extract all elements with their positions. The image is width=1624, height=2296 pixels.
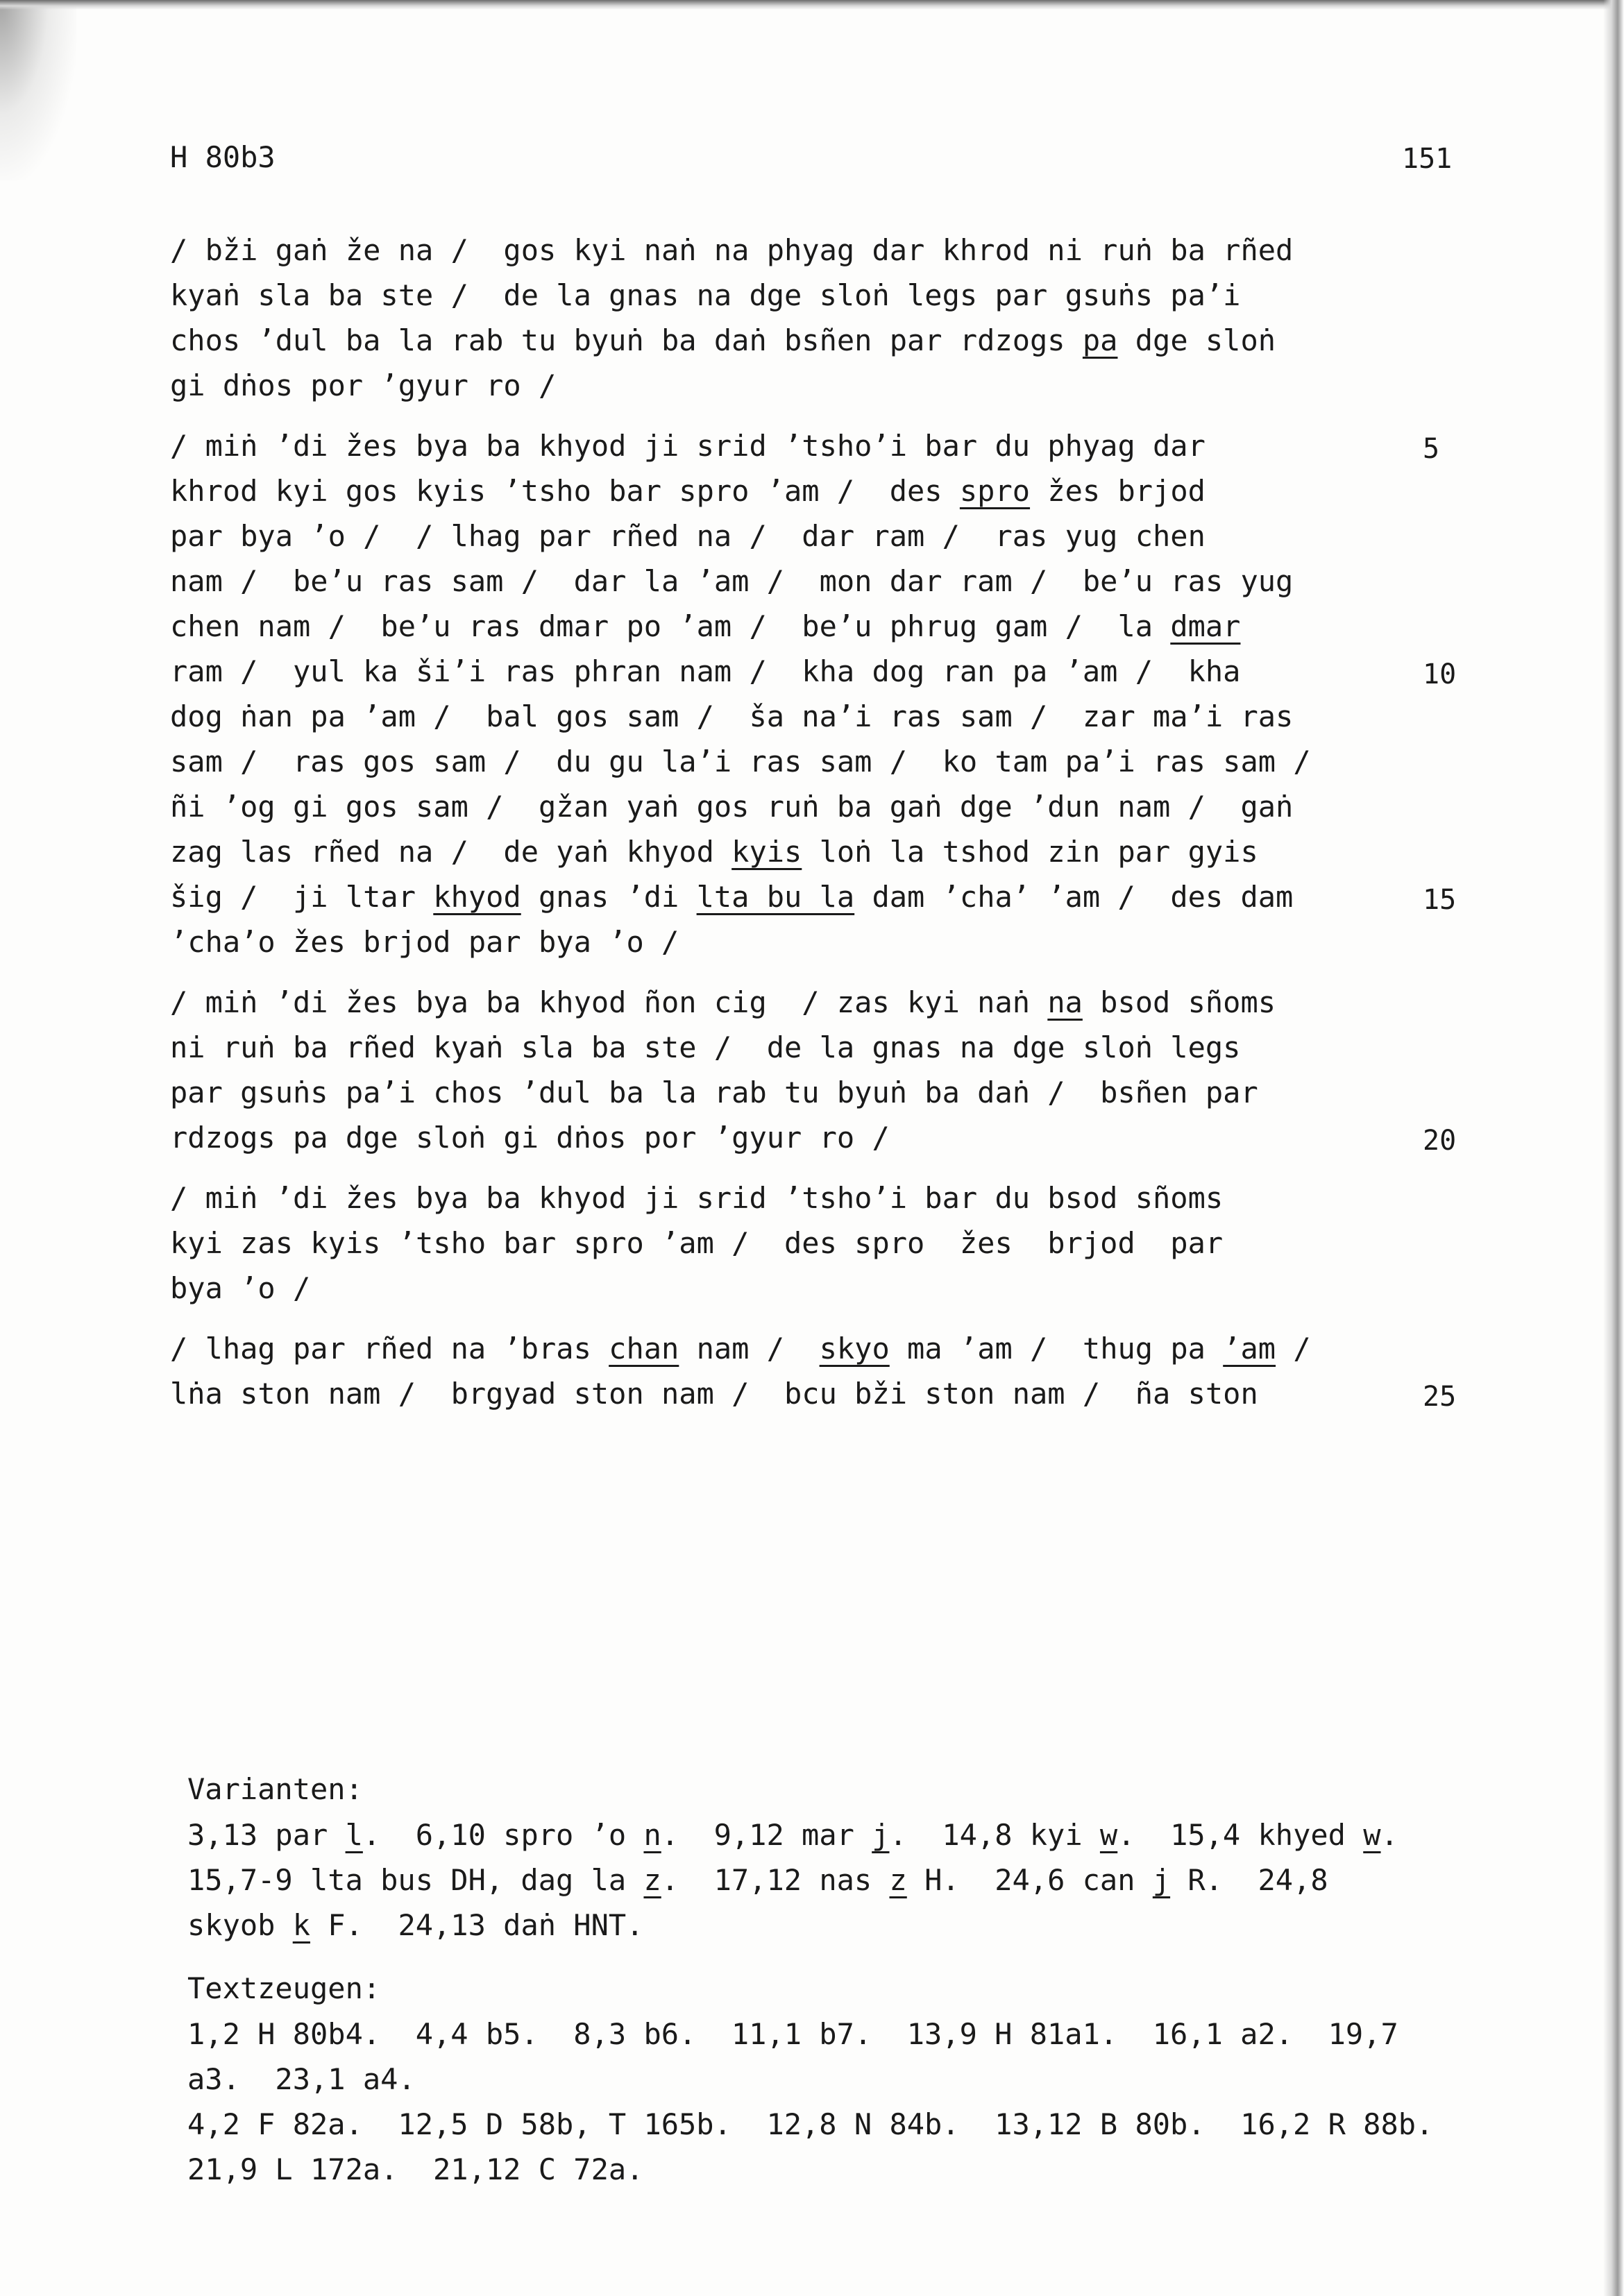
underlined-word: lta bu la (696, 880, 855, 914)
text-segment: 15,7-9 lta bus DH, dag la (187, 1863, 644, 1897)
varianten-heading: Varianten: (187, 1772, 363, 1806)
text-line (170, 368, 557, 402)
text-segment: . 9,12 mar (661, 1818, 872, 1852)
text-segment: chos ’dul ba la rab tu byuṅ ba daṅ bsñen par rdzogs (170, 323, 1083, 357)
text-segment: loṅ la tshod zin par gyis (802, 835, 1258, 869)
text-segment: par gsuṅs pa’i chos ’dul ba la rab tu byuṅ ba daṅ / bsñen par (170, 1075, 1258, 1109)
text-segment: zag las rñed na / de yaṅ khyod (170, 835, 732, 869)
text-segment: nam / (679, 1332, 820, 1366)
underlined-word: z (643, 1863, 661, 1897)
underlined-word: k (292, 1908, 311, 1942)
underlined-word: skyo (819, 1332, 890, 1366)
text-segment: . 15,4 khyed (1117, 1818, 1364, 1852)
text-segment: ni ruṅ ba rñed kyaṅ sla ba ste / de la gnas na dge sloṅ legs (170, 1030, 1241, 1064)
text-line (170, 1271, 311, 1305)
underlined-word: w (1363, 1818, 1381, 1852)
text-segment: . 17,12 nas (661, 1863, 890, 1897)
underlined-word: spro (959, 474, 1031, 508)
line-number: 20 (1423, 1125, 1457, 1157)
text-segment: khrod kyi gos kyis ’tsho bar spro ’am / des (170, 474, 960, 508)
text-segment: F. 24,13 daṅ HNT. (310, 1908, 644, 1942)
text-line (170, 654, 1241, 688)
text-line (170, 519, 1206, 553)
text-segment: par bya ’o / / lhag par rñed na / dar ram / ras yug chen (170, 519, 1206, 553)
scan-corner-shadow (0, 0, 76, 180)
text-segment: dge sloṅ (1117, 323, 1276, 357)
text-segment: / miṅ ’di žes bya ba khyod ji srid ’tsho’i bar du bsod sñoms (170, 1181, 1224, 1215)
text-segment: / lhag par rñed na ’bras (170, 1332, 609, 1366)
underlined-word: kyis (731, 835, 802, 869)
text-segment: 1,2 H 80b4. 4,4 b5. 8,3 b6. 11,1 b7. 13,9 H 81a1. 16,1 a2. 19,7 (187, 2017, 1398, 2051)
underlined-word: j (872, 1818, 890, 1852)
line-number: 5 (1423, 433, 1440, 465)
text-segment: / bži gaṅ že na / gos kyi naṅ na phyag dar khrod ni ruṅ ba rñed (170, 233, 1294, 267)
witness-line (187, 2017, 1398, 2051)
variant-line (187, 1908, 644, 1942)
text-segment: dog ṅan pa ’am / bal gos sam / ša na’i ras sam / zar ma’i ras (170, 699, 1294, 733)
witness-line (187, 2062, 416, 2096)
line-number: 25 (1423, 1381, 1457, 1413)
text-segment: gnas ’di (521, 880, 697, 914)
text-segment: ñi ’og gi gos sam / gžan yaṅ gos ruṅ ba gaṅ dge ’dun nam / gaṅ (170, 790, 1294, 824)
text-line (170, 1181, 1224, 1215)
text-segment: rdzogs pa dge sloṅ gi dṅos por ’gyur ro / (170, 1121, 890, 1155)
underlined-word: j (1152, 1863, 1171, 1897)
text-segment: chen nam / be’u ras dmar po ’am / be’u phrug gam / la (170, 609, 1171, 643)
text-line (170, 1030, 1241, 1064)
underlined-word: na (1047, 985, 1083, 1019)
text-segment: 3,13 par (187, 1818, 346, 1852)
text-segment: bya ’o / (170, 1271, 311, 1305)
text-line (170, 609, 1241, 643)
page-number: 151 (1402, 143, 1453, 175)
witness-line (187, 2152, 644, 2186)
text-segment: skyob (187, 1908, 293, 1942)
text-line (170, 233, 1294, 267)
text-segment: bsod sñoms (1082, 985, 1276, 1019)
text-line (170, 1332, 1311, 1366)
text-segment: / (1276, 1332, 1311, 1366)
text-segment: . (1380, 1818, 1398, 1852)
underlined-word: khyod (433, 880, 521, 914)
text-segment: lṅa ston nam / brgyad ston nam / bcu bži ston nam / ña ston (170, 1377, 1258, 1411)
text-line (170, 745, 1311, 779)
line-number: 15 (1423, 884, 1457, 916)
text-segment: / miṅ ’di žes bya ba khyod ñon cig / zas kyi naṅ (170, 985, 1048, 1019)
text-segment: dam ’cha’ ’am / des dam (854, 880, 1294, 914)
text-segment: kyi zas kyis ’tsho bar spro ’am / des spro žes brjod par (170, 1226, 1224, 1260)
scan-right-edge (1603, 0, 1624, 2296)
text-segment: ’cha’o žes brjod par bya ’o / (170, 925, 679, 959)
text-segment: a3. 23,1 a4. (187, 2062, 416, 2096)
text-line (170, 1226, 1224, 1260)
text-line (170, 1379, 1258, 1409)
text-line (170, 792, 1293, 822)
text-segment: H. 24,6 can (906, 1863, 1153, 1897)
text-segment: kyaṅ sla ba ste / de la gnas na dge sloṅ legs par gsuṅs pa’i (170, 278, 1241, 312)
witness-line (187, 2107, 1434, 2141)
text-line (170, 474, 1206, 508)
text-segment: nam / be’u ras sam / dar la ’am / mon dar ram / be’u ras yug (170, 564, 1294, 598)
text-line (170, 985, 1276, 1019)
text-line (170, 925, 679, 959)
text-line (170, 564, 1294, 598)
text-segment: žes brjod (1030, 474, 1206, 508)
text-line (170, 837, 1258, 867)
text-line (170, 323, 1276, 357)
variant-line (187, 1818, 1398, 1852)
underlined-word: ’am (1223, 1332, 1276, 1366)
text-segment: . 6,10 spro ’o (362, 1818, 644, 1852)
underlined-word: l (345, 1818, 363, 1852)
text-segment: 4,2 F 82a. 12,5 D 58b, T 165b. 12,8 N 84b. 13,12 B 80b. 16,2 R 88b. (187, 2107, 1434, 2141)
text-line (170, 278, 1241, 312)
text-segment: . 14,8 kyi (889, 1818, 1100, 1852)
text-segment: sam / ras gos sam / du gu la’i ras sam / ko tam pa’i ras sam / (170, 745, 1311, 779)
line-number: 10 (1423, 658, 1457, 690)
underlined-word: z (889, 1863, 907, 1897)
text-segment: ram / yul ka ši’i ras phran nam / kha dog ran pa ’am / kha (170, 654, 1241, 688)
text-segment: R. 24,8 (1170, 1863, 1328, 1897)
underlined-word: dmar (1170, 609, 1241, 643)
text-segment: šig / ji ltar (170, 880, 434, 914)
text-segment: gi dṅos por ’gyur ro / (170, 368, 557, 402)
underlined-word: chan (609, 1332, 679, 1366)
underlined-word: pa (1082, 323, 1118, 357)
underlined-word: n (643, 1818, 661, 1852)
page-siglum: H 80b3 (170, 140, 276, 174)
text-line (170, 880, 1294, 914)
text-segment: 21,9 L 172a. 21,12 C 72a. (187, 2152, 644, 2186)
text-line (170, 699, 1294, 733)
variant-line (187, 1863, 1328, 1897)
text-line (170, 1123, 890, 1153)
scan-top-edge (0, 0, 1624, 10)
text-segment: / miṅ ’di žes bya ba khyod ji srid ’tsho’i bar du phyag dar (170, 429, 1206, 463)
textzeugen-heading: Textzeugen: (187, 1971, 381, 2005)
text-line (170, 429, 1206, 463)
text-line (170, 1075, 1258, 1109)
underlined-word: w (1099, 1818, 1118, 1852)
text-segment: ma ’am / thug pa (889, 1332, 1224, 1366)
